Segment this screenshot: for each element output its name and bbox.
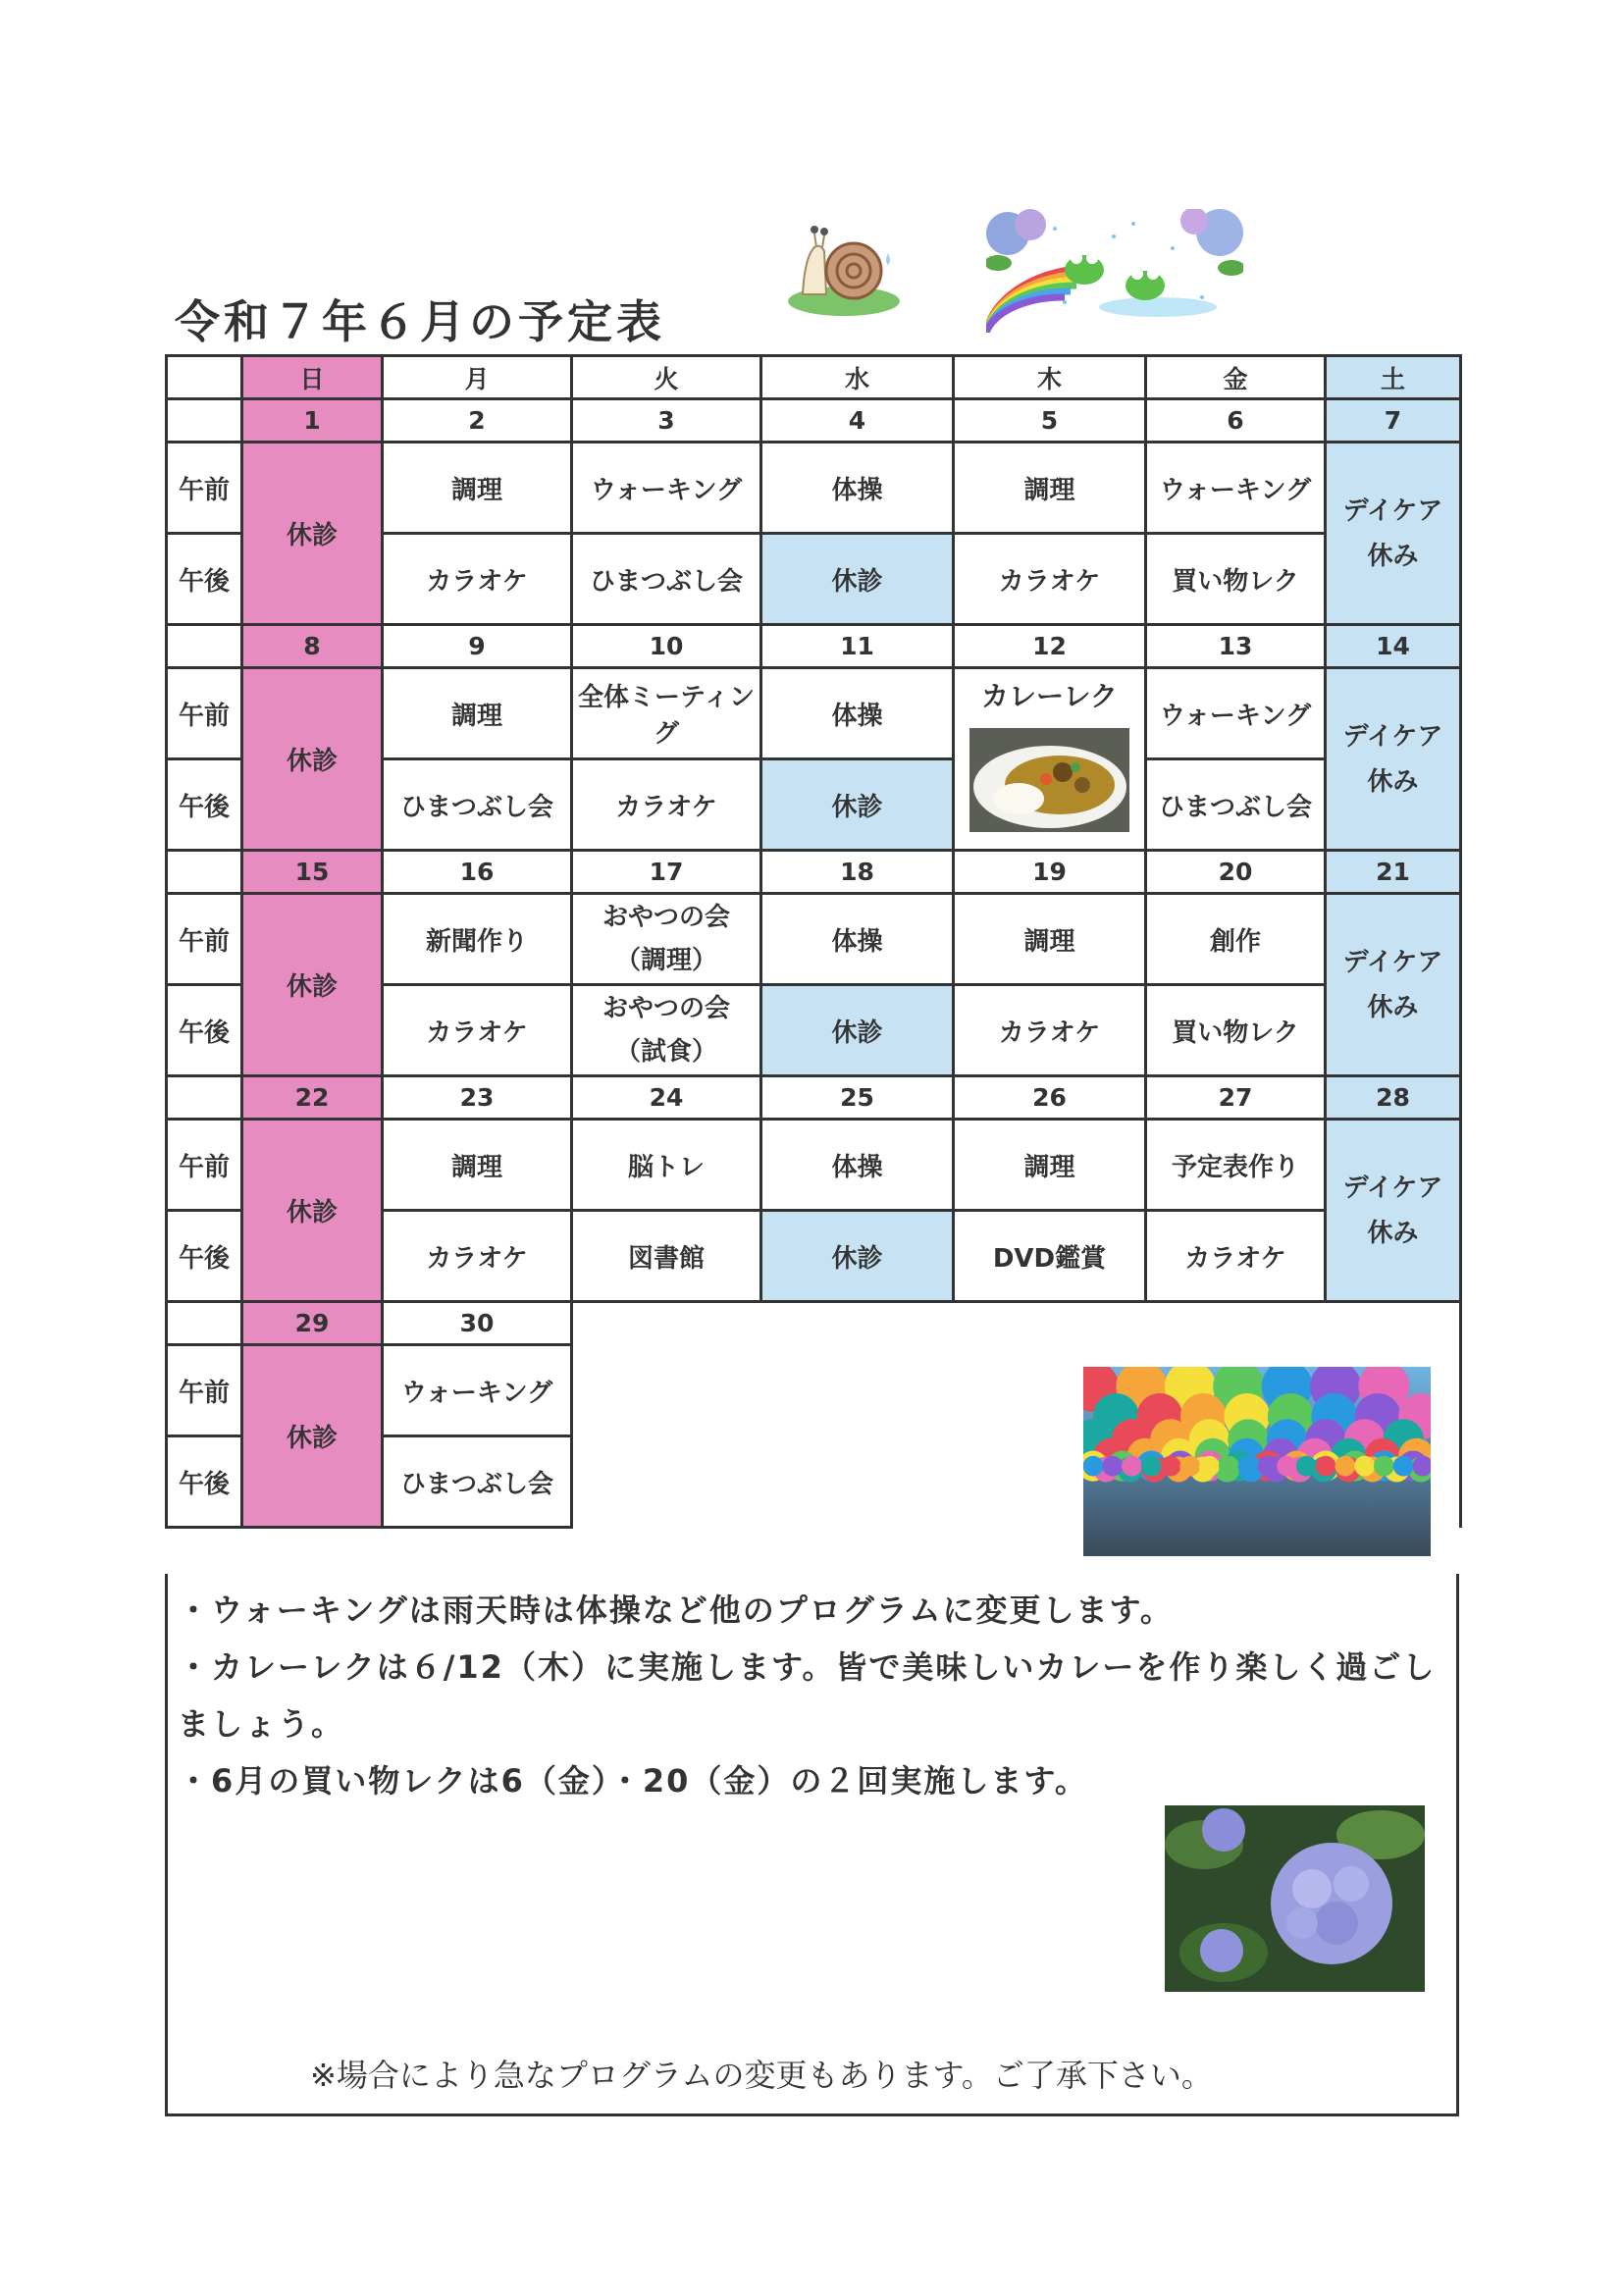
closed-cell: 休診 <box>761 759 954 851</box>
date-row-label <box>167 1302 242 1345</box>
closed-cell: 休診 <box>761 985 954 1076</box>
date-cell: 1 <box>242 399 383 443</box>
umbrella-shape <box>1354 1456 1375 1477</box>
am-activity: 全体ミーティング <box>572 668 761 759</box>
umbrella-shape <box>1122 1456 1142 1477</box>
umbrella-shape <box>1335 1456 1355 1477</box>
am-activity <box>572 894 761 985</box>
closed-cell: 休診 <box>242 1120 383 1302</box>
date-row-label <box>167 399 242 443</box>
closed-cell: 休診 <box>242 443 383 625</box>
weekday-sun: 日 <box>242 356 383 399</box>
am-label: 午前 <box>167 1345 242 1436</box>
date-cell: 25 <box>761 1076 954 1120</box>
weekday-mon: 月 <box>383 356 572 399</box>
pm-activity: カラオケ <box>383 534 572 625</box>
am-activity: 調理 <box>954 443 1146 534</box>
notes-box <box>165 1574 1459 2116</box>
am-activity: ウォーキング <box>1146 668 1326 759</box>
weekday-tue: 火 <box>572 356 761 399</box>
frogs-rainbow-illustration <box>986 209 1243 333</box>
am-activity: 調理 <box>383 1120 572 1211</box>
date-cell: 22 <box>242 1076 383 1120</box>
am-activity: 調理 <box>954 1120 1146 1211</box>
date-cell: 24 <box>572 1076 761 1120</box>
umbrella-shape <box>1238 1456 1259 1477</box>
date-cell: 4 <box>761 399 954 443</box>
daycare-line: 休み <box>1367 766 1419 797</box>
pm-activity: ひまつぶし会 <box>383 759 572 851</box>
closed-cell: 休診 <box>242 668 383 851</box>
note-item: ・カレーレクは６/12（木）に実施します。皆で美味しいカレーを作り楽しく過ごしましょう。 <box>178 1648 1437 1743</box>
date-cell: 27 <box>1146 1076 1326 1120</box>
hydrangea-photo <box>1165 1805 1425 1992</box>
date-cell: 26 <box>954 1076 1146 1120</box>
pm-activity: ひまつぶし会 <box>1146 759 1326 851</box>
pm-activity: DVD鑑賞 <box>954 1211 1146 1302</box>
am-activity: ウォーキング <box>383 1345 572 1436</box>
date-cell: 10 <box>572 625 761 668</box>
am-label: 午前 <box>167 894 242 985</box>
umbrella-shape <box>1277 1456 1297 1477</box>
date-row-label <box>167 625 242 668</box>
date-cell: 7 <box>1326 399 1461 443</box>
snail-icon <box>785 218 903 321</box>
activity-line: おやつの会 <box>602 903 730 932</box>
pm-activity: カラオケ <box>383 985 572 1076</box>
date-cell: 29 <box>242 1302 383 1345</box>
weekday-thu: 木 <box>954 356 1146 399</box>
pm-label: 午後 <box>167 1211 242 1302</box>
date-cell: 15 <box>242 851 383 894</box>
pm-activity: カラオケ <box>954 534 1146 625</box>
pm-label: 午後 <box>167 1436 242 1528</box>
pm-activity: ひまつぶし会 <box>383 1436 572 1528</box>
daycare-off-cell <box>1326 668 1461 851</box>
curry-event-cell <box>954 668 1146 851</box>
umbrella-shape <box>1161 1456 1181 1477</box>
umbrella-shape <box>1199 1456 1220 1477</box>
date-row-label <box>167 851 242 894</box>
date-cell: 19 <box>954 851 1146 894</box>
weekday-fri: 金 <box>1146 356 1326 399</box>
pm-label: 午後 <box>167 534 242 625</box>
date-cell: 13 <box>1146 625 1326 668</box>
weekday-sat: 土 <box>1326 356 1461 399</box>
pm-activity: ひまつぶし会 <box>572 534 761 625</box>
note-item: ・6月の買い物レクは6（金）・20（金）の２回実施します。 <box>178 1762 1088 1800</box>
daycare-line: デイケア <box>1342 947 1443 977</box>
am-activity: 調理 <box>383 668 572 759</box>
date-cell: 11 <box>761 625 954 668</box>
umbrella-shape <box>1374 1456 1394 1477</box>
umbrella-shape <box>1219 1456 1239 1477</box>
daycare-off-cell <box>1326 1120 1461 1302</box>
date-cell: 21 <box>1326 851 1461 894</box>
date-cell: 3 <box>572 399 761 443</box>
umbrella-shape <box>1083 1456 1103 1477</box>
calendar-table <box>165 354 1462 1529</box>
activity-line: （試食） <box>614 1037 717 1067</box>
page-title: 令和７年６月の予定表 <box>175 295 665 348</box>
am-label: 午前 <box>167 443 242 534</box>
daycare-line: デイケア <box>1342 721 1443 752</box>
am-activity: ウォーキング <box>572 443 761 534</box>
footer-notice: ※場合により急なプログラムの変更もあります。ご了承下さい。 <box>310 2057 1213 2094</box>
pm-activity <box>572 985 761 1076</box>
am-label: 午前 <box>167 1120 242 1211</box>
date-cell: 2 <box>383 399 572 443</box>
date-cell: 23 <box>383 1076 572 1120</box>
date-cell: 20 <box>1146 851 1326 894</box>
pm-activity: カラオケ <box>383 1211 572 1302</box>
pm-activity: 図書館 <box>572 1211 761 1302</box>
pm-activity: カラオケ <box>954 985 1146 1076</box>
daycare-line: デイケア <box>1342 1173 1443 1203</box>
weekday-wed: 水 <box>761 356 954 399</box>
am-activity: 体操 <box>761 443 954 534</box>
am-activity: ウォーキング <box>1146 443 1326 534</box>
am-activity: 新聞作り <box>383 894 572 985</box>
pm-activity: カラオケ <box>572 759 761 851</box>
daycare-off-cell <box>1326 894 1461 1076</box>
closed-cell: 休診 <box>761 534 954 625</box>
am-activity: 体操 <box>761 894 954 985</box>
am-label: 午前 <box>167 668 242 759</box>
am-activity: 体操 <box>761 1120 954 1211</box>
am-activity: 創作 <box>1146 894 1326 985</box>
am-activity: 脳トレ <box>572 1120 761 1211</box>
umbrella-shape <box>1296 1456 1317 1477</box>
date-cell: 17 <box>572 851 761 894</box>
activity-line: おやつの会 <box>602 994 730 1023</box>
pm-label: 午後 <box>167 985 242 1076</box>
am-activity: 調理 <box>383 443 572 534</box>
am-activity: 体操 <box>761 668 954 759</box>
pm-activity: カラオケ <box>1146 1211 1326 1302</box>
umbrella-shape <box>1102 1456 1123 1477</box>
daycare-line: 休み <box>1367 992 1419 1022</box>
daycare-line: デイケア <box>1342 496 1443 526</box>
curry-event-label: カレーレク <box>981 680 1118 712</box>
umbrella-shape <box>1179 1456 1200 1477</box>
umbrella-shape <box>1257 1456 1278 1477</box>
date-row-label <box>167 1076 242 1120</box>
date-cell: 30 <box>383 1302 572 1345</box>
daycare-line: 休み <box>1367 541 1419 571</box>
daycare-line: 休み <box>1367 1218 1419 1248</box>
date-cell: 5 <box>954 399 1146 443</box>
closed-cell: 休診 <box>242 1345 383 1528</box>
pm-activity: 買い物レク <box>1146 985 1326 1076</box>
note-item: ・ウォーキングは雨天時は体操など他のプログラムに変更します。 <box>178 1592 1174 1629</box>
pm-activity: 買い物レク <box>1146 534 1326 625</box>
date-cell: 14 <box>1326 625 1461 668</box>
date-cell: 12 <box>954 625 1146 668</box>
umbrellas-photo <box>1083 1367 1431 1556</box>
umbrella-shape <box>1316 1456 1336 1477</box>
activity-line: （調理） <box>614 946 717 975</box>
date-cell: 18 <box>761 851 954 894</box>
umbrella-shape <box>1393 1456 1414 1477</box>
am-activity: 調理 <box>954 894 1146 985</box>
am-activity: 予定表作り <box>1146 1120 1326 1211</box>
date-cell: 16 <box>383 851 572 894</box>
date-cell: 28 <box>1326 1076 1461 1120</box>
date-cell: 9 <box>383 625 572 668</box>
curry-photo <box>969 728 1129 832</box>
daycare-off-cell <box>1326 443 1461 625</box>
umbrella-shape <box>1141 1456 1162 1477</box>
date-cell: 6 <box>1146 399 1326 443</box>
closed-cell: 休診 <box>242 894 383 1076</box>
date-cell: 8 <box>242 625 383 668</box>
closed-cell: 休診 <box>761 1211 954 1302</box>
pm-label: 午後 <box>167 759 242 851</box>
